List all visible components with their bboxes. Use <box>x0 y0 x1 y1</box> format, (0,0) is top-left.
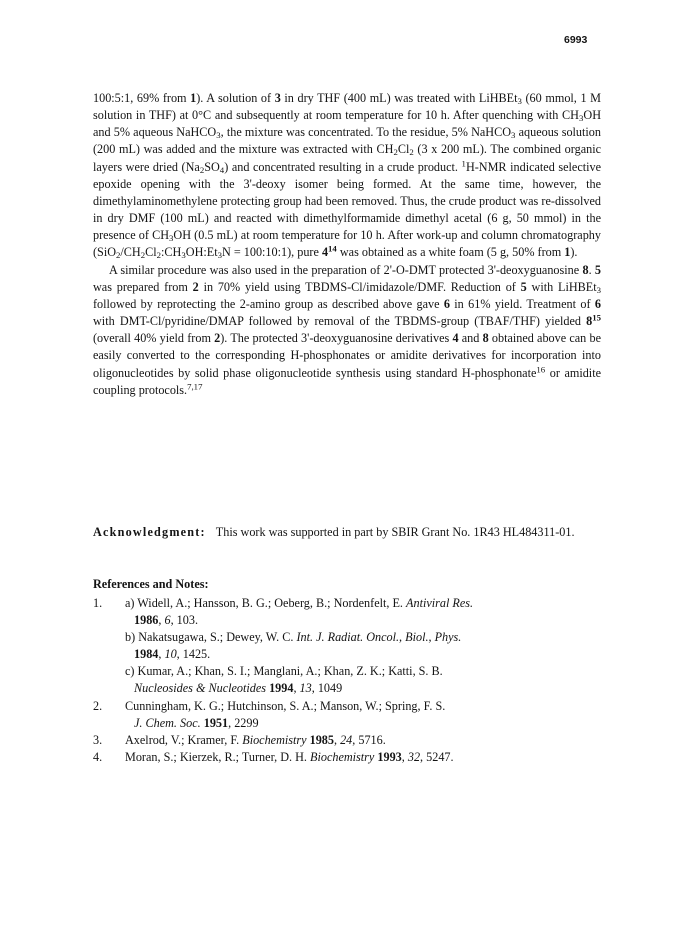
text-run: OH and 5% aqueous NaHCO <box>93 108 601 140</box>
subscript: 2 <box>156 250 162 261</box>
subscript: 2 <box>116 250 121 261</box>
acknowledgment-text: This work was supported in part by SBIR Grant No. 1R43 HL484311-01. <box>215 525 575 539</box>
compound-number: 6 <box>443 296 450 311</box>
subscript: 3 <box>579 113 584 124</box>
page-number: 6993 <box>564 34 588 46</box>
reference-number: 1. <box>93 596 103 610</box>
reference-text: Axelrod, V.; Kramer, F. <box>125 732 243 747</box>
reference-text: , <box>333 732 341 747</box>
reference-text: Antiviral Res. <box>406 596 474 610</box>
text-run: /CH <box>120 245 141 260</box>
text-run: and <box>458 331 483 346</box>
text-run: A similar procedure was also used in the preparation of 2'-O-DMT protected 3'-deoxyguanosine <box>109 262 583 277</box>
subscript: 2 <box>393 147 398 158</box>
reference-item <box>93 698 601 732</box>
text-run: Cl <box>145 245 157 260</box>
text-run: in 61% yield. Treatment of <box>449 296 595 311</box>
reference-text: Cunningham, K. G.; Hutchinson, S. A.; Manson, W.; Spring, F. S. <box>125 698 446 713</box>
reference-text: Nucleosides & Nucleotides <box>134 681 267 696</box>
text-run: , the mixture was concentrated. To the residue, 5% NaHCO <box>220 125 512 140</box>
reference-text: 24 <box>340 732 353 747</box>
subscript: 3 <box>217 250 222 261</box>
compound-number: 8 <box>482 331 489 346</box>
subscript: 2 <box>140 250 146 261</box>
compound-number: 1 <box>190 91 197 105</box>
text-run: (60 mmol, 1 M solution in THF) at 0°C and subsequently at room temperature for 10 h. After quenching with CH <box>93 91 601 123</box>
paragraph-2 <box>93 262 601 399</box>
subscript: 3 <box>511 130 516 141</box>
reference-number: 3. <box>93 732 103 747</box>
reference-item <box>93 595 601 698</box>
reference-text: , 1425. <box>176 647 211 662</box>
compound-number: 1 <box>564 245 571 260</box>
reference-text: , <box>293 681 300 696</box>
compound-number: 2 <box>214 331 221 346</box>
reference-number: 2. <box>93 698 103 713</box>
reference-text: 6 <box>164 613 171 628</box>
reference-text: 13 <box>299 681 312 696</box>
text-run: ). A solution of <box>196 91 275 105</box>
reference-line <box>125 612 601 629</box>
reference-text: , <box>158 647 165 662</box>
compound-number: 4 <box>452 331 459 346</box>
text-run: was obtained as a white foam (5 g, 50% from <box>336 245 565 260</box>
reference-line <box>125 732 601 749</box>
reference-text: Int. J. Radiat. Oncol., Biol., Phys. <box>296 630 462 645</box>
reference-item <box>93 749 601 766</box>
reference-text: , 1049 <box>311 681 343 696</box>
reference-line <box>125 629 601 646</box>
citation-superscript: 14 <box>328 244 337 255</box>
reference-text: 1951 <box>203 715 229 730</box>
subscript: 3 <box>596 284 601 295</box>
reference-line <box>125 595 601 612</box>
subscript: 2 <box>199 164 205 175</box>
superscript: 1 <box>461 158 466 169</box>
text-run: :CH <box>161 245 182 260</box>
text-run: OH (0.5 mL) at room temperature for 10 h. After work-up and column chromatography (SiO <box>93 228 601 260</box>
text-run: H-NMR indicated selective epoxide opening with the 3'-deoxy isomer being formed. At the same time, however, the dimethylaminomethylene protecting group had been removed. Thus, the crude product was re-dissolved in dry DMF (100 mL) and reacted with dimethylformamide dimethyl acetal (6 g, 50 mmol) in the presence of CH <box>93 159 602 243</box>
reference-line <box>125 749 601 766</box>
text-run: ). <box>570 245 578 260</box>
reference-line <box>125 680 601 697</box>
subscript: 3 <box>216 130 221 141</box>
compound-number: 2 <box>192 279 199 294</box>
reference-text: , 5247. <box>420 749 454 764</box>
reference-text: 32 <box>407 749 421 764</box>
text-run: 100:5:1, 69% from <box>93 91 191 105</box>
compound-number: 5 <box>520 279 527 294</box>
reference-text: , 5716. <box>352 732 386 747</box>
text-run: or amidite coupling protocols. <box>93 365 601 397</box>
text-run: aqueous solution (200 mL) was added and the mixture was extracted with CH <box>93 125 601 157</box>
reference-text: 1993 <box>377 749 402 764</box>
citation-superscript: 16 <box>536 364 546 375</box>
text-run: obtained above can be easily converted to the corresponding H-phosphonates or amidite derivatives for incorporation into oligonucleotides by solid phase oligonucleotide synthesis using standard H-phosphonate <box>93 331 601 380</box>
subscript: 2 <box>409 147 414 158</box>
text-run: in dry THF (400 mL) was treated with LiHBEt <box>280 91 518 105</box>
compound-number: 4 <box>321 245 329 260</box>
reference-item <box>93 732 601 749</box>
reference-text: Biochemistry <box>310 749 375 764</box>
reference-line <box>125 698 601 715</box>
reference-text: c) Kumar, A.; Khan, S. I.; Manglani, A.; Khan, Z. K.; Katti, S. B. <box>125 664 443 679</box>
references-heading: References and Notes: <box>93 577 209 591</box>
subscript: 3 <box>181 250 186 261</box>
subscript: 3 <box>517 96 522 107</box>
reference-text: b) Nakatsugawa, S.; Dewey, W. C. <box>125 630 297 645</box>
subscript: 4 <box>219 164 225 175</box>
text-run: with LiHBEt <box>526 279 597 294</box>
reference-text: , 2299 <box>228 715 259 730</box>
text-run: with DMT-Cl/pyridine/DMAP followed by removal of the TBDMS-group (TBAF/THF) yielded <box>93 314 587 329</box>
text-run: Cl <box>397 142 410 157</box>
text-run: . <box>588 262 595 277</box>
acknowledgment-heading: Acknowledgment: <box>93 525 206 539</box>
text-run: followed by reprotecting the 2-amino group as described above gave <box>93 296 444 311</box>
reference-text: 1984 <box>134 647 159 662</box>
reference-number: 4. <box>93 749 103 764</box>
text-run: in 70% yield using TBDMS-Cl/imidazole/DMF. Reduction of <box>198 279 521 294</box>
subscript: 3 <box>169 233 174 244</box>
reference-text: Biochemistry <box>242 732 307 747</box>
citation-superscript: 7,17 <box>187 381 203 392</box>
reference-text: 1986 <box>134 613 159 628</box>
text-run: OH:Et <box>185 245 218 260</box>
compound-number: 6 <box>594 296 601 311</box>
reference-text: 10 <box>164 647 177 662</box>
paragraph-1 <box>93 90 601 262</box>
reference-text: 1985 <box>309 732 334 747</box>
text-run: ). The protected 3'-deoxyguanosine derivatives <box>220 331 453 346</box>
reference-text: , <box>401 749 408 764</box>
citation-superscript: 15 <box>592 312 601 323</box>
body-text <box>93 90 601 399</box>
acknowledgment <box>93 524 601 541</box>
reference-text: 1994 <box>269 681 294 696</box>
compound-number: 8 <box>582 262 589 277</box>
reference-text: a) Widell, A.; Hansson, B. G.; Oeberg, B.; Nordenfelt, E. <box>125 596 407 610</box>
text-run: SO <box>204 159 220 174</box>
text-run: (overall 40% yield from <box>93 331 215 346</box>
compound-number: 8 <box>586 314 593 329</box>
references-list <box>93 595 601 766</box>
reference-line <box>125 663 601 680</box>
reference-line <box>125 646 601 663</box>
reference-text: J. Chem. Soc. <box>134 715 201 730</box>
compound-number: 3 <box>274 91 281 105</box>
reference-text: , 103. <box>170 613 198 628</box>
reference-text: , <box>158 613 165 628</box>
text-run: N = 100:10:1), pure <box>221 245 322 260</box>
text-run: was prepared from <box>93 279 193 294</box>
text-run: ) and concentrated resulting in a crude product. <box>224 159 462 174</box>
reference-text: Moran, S.; Kierzek, R.; Turner, D. H. <box>125 749 311 764</box>
reference-line <box>125 715 601 732</box>
text-run: (3 x 200 mL). The combined organic layers were dried (Na <box>93 142 601 174</box>
compound-number: 5 <box>594 262 601 277</box>
